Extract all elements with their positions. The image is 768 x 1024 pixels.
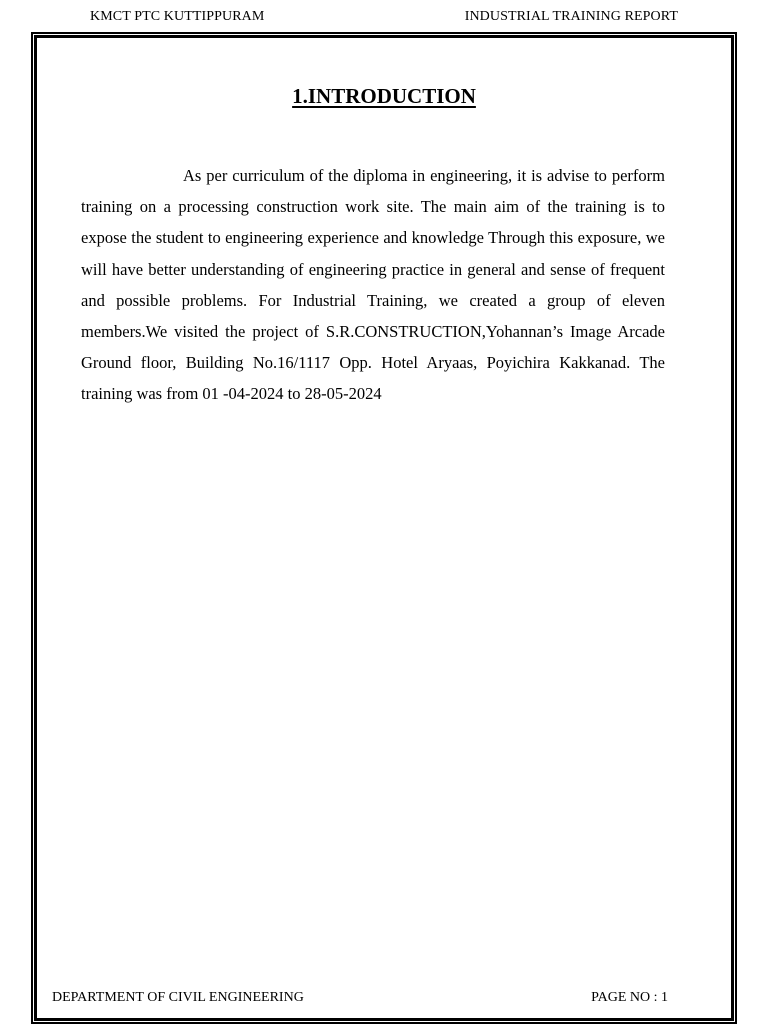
introduction-paragraph: As per curriculum of the diploma in engineering, it is advise to perform training on a processing construction work site. The main aim of the training is to expose the student to engineering experience and knowledge Through this exposure, we will have better understanding of engineering practice in general and sense of frequent and possible problems. For Industrial Training, we created a group of eleven members.We visited the project of S.R.CONSTRUCTION,Yohannan’s Image Arcade Ground floor, Building No.16/1117 Opp. Hotel Aryaas, Poyichira Kakkanad. The training was from 01 -04-2024 to 28-05-2024: [81, 166, 665, 404]
footer-department: DEPARTMENT OF CIVIL ENGINEERING: [52, 990, 304, 1005]
section-title: 1.INTRODUCTION: [292, 84, 476, 108]
header-report-title: INDUSTRIAL TRAINING REPORT: [464, 9, 678, 24]
header-institution: KMCT PTC KUTTIPPURAM: [90, 9, 265, 24]
footer-page-number: PAGE NO : 1: [591, 990, 668, 1005]
